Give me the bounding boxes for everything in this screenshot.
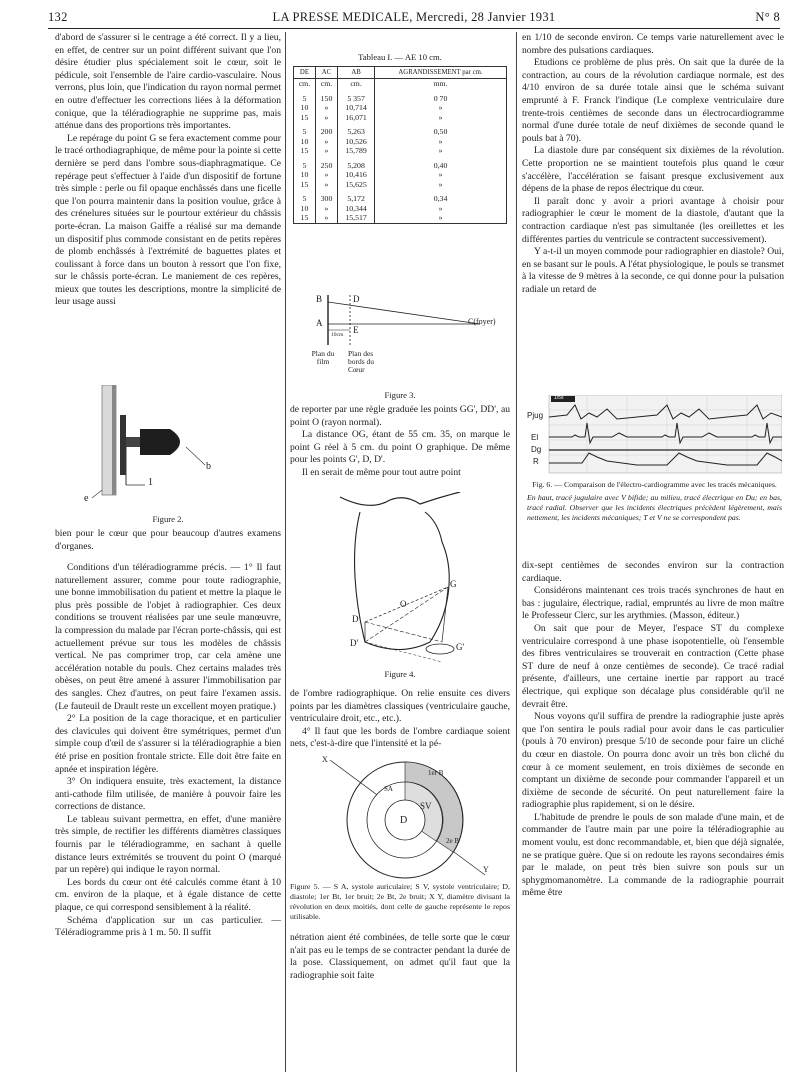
paragraph: Il en serait de même pour tout autre point (302, 466, 461, 478)
column-2-middle (290, 404, 510, 480)
paragraph: 4° Il faut que les bords de l'ombre cardiaque soient nets, c'est-à-dire que l'intensité et la pé- (290, 725, 510, 750)
table-row (294, 103, 507, 113)
figure-2-drawing (90, 385, 250, 510)
paragraph: Conditions d'un téléradiogramme précis. — 1° Il faut naturellement assurer, comme pour toute radiographie, une bonne immobilisation du patient et mettre la plaque le plus près possible de l'objet à radiographier. Ces deux conditions se trouvent réalisées par une seule manœuvre, la compression du malade par l'écran porte-châssis, qui est actuellement prévue sur tous les modèles de châssis vertical. Ne pas comprimer trop, car cela amène une accélération notable du pouls. Chez certains malades très obèses, on peut être amené à assurer l'immobilisation par des sangles. Chez d'autres, on peut faire l'examen assis. (Le fauteuil de Drault reste un excellent moyen pratique.) (55, 562, 281, 712)
figure-5-label-sa: SA (384, 785, 393, 793)
table-cell: 300 (315, 194, 337, 204)
table-row (294, 146, 507, 156)
figure-5 (300, 755, 500, 880)
table-cell: 15 (294, 180, 316, 190)
figure-5-label-x: X (322, 755, 328, 764)
figure-3-label-10cm: 10cm (331, 332, 344, 338)
table-cell: 15,517 (338, 213, 375, 223)
figure-2-label-1: 1 (148, 477, 153, 488)
table-cell: » (375, 113, 507, 123)
paragraph: Les bords du cœur ont été calculés comme étant à 10 cm. environ de la plaque, et à égale distance de cette plaque, ce qui correspond sensiblement à la réalité. (55, 876, 281, 914)
paragraph: bien pour le cœur que pour beaucoup d'autres examens d'organes. (55, 528, 281, 552)
table-header: DE (294, 67, 316, 79)
table-row (294, 94, 507, 104)
table-cell: » (375, 146, 507, 156)
table-cell: 15 (294, 213, 316, 223)
paragraph: L'habitude de prendre le pouls de son malade d'une main, et de commander de l'autre main par une poire la téléradiographie au moment voulu, est donc recommandable, et, bien que déjà signalée, ne se pratique guère. Que si on redoute les rayons secondaires émis par le malade, on peut très bien suivre son pouls sur un sphygmomanomètre. La commande de la radiographie pourrait même être (522, 811, 784, 899)
figure-3-label-d: D (353, 294, 360, 304)
column-1-continued (55, 528, 281, 553)
table-1-grid (293, 66, 507, 224)
figure-4-label-d-prime: D' (350, 638, 359, 648)
table-cell: » (375, 180, 507, 190)
table-cell: » (315, 213, 337, 223)
issue-number: N° 8 (755, 10, 780, 24)
column-2-bottom (290, 932, 510, 982)
table-cell: 0,34 (375, 194, 507, 204)
figure-6-caption-block (527, 480, 782, 523)
table-row (294, 127, 507, 137)
table-header: AGRANDISSEMENT par cm. (375, 67, 507, 79)
paragraph: d'abord de s'assurer si le centrage a été correct. Il y a lieu, en effet, de centrer sur un point différent suivant que l'on désire étudier plus spécialement soit le cœur, soit le pédicule, soit l'ensemble de l'aire cardio-vasculaire. Nous verrons, plus loin, que l'indication du rayon normal permet en outre d'effectuer les corrections liées à la déformation conique, que la téléradiographie ne supprime pas, mais atténue dans des proportions très importantes. (55, 32, 281, 132)
table-header: AB (338, 67, 375, 79)
figure-4-label-d: D (352, 614, 359, 624)
table-row (294, 194, 507, 204)
figure-5-label-b1: 1er B (428, 769, 444, 777)
page-number: 132 (48, 10, 68, 24)
table-cell: 15 (294, 146, 316, 156)
table-row (294, 161, 507, 171)
paragraph: 2° La position de la cage thoracique, et en particulier des clavicules qui doivent être symétriques, permet d'un simple coup d'œil de s'assurer si la téléradiographie a bien été prise en position frontale stricte. Elle doit être faite en apnée et inspiration légère. (55, 713, 281, 775)
column-1 (55, 32, 281, 309)
table-cell: 5,172 (338, 194, 375, 204)
table-row (294, 113, 507, 123)
table-cell: » (315, 103, 337, 113)
table-cell: 0 70 (375, 94, 507, 104)
figure-4-drawing (330, 492, 480, 662)
table-cell: » (315, 170, 337, 180)
table-1 (293, 52, 507, 224)
figure-5-caption: Figure 5. — S A, systole auriculaire; S V, systole ventriculaire; D, diastole; 1er Bt, 1er bruit; 2e Bt, 2e bruit; X Y, diamètre divisant la révolution en deux moitiés, dont celle de gauche représente le repos utilisable. (290, 882, 510, 921)
figure-5-label-y: Y (483, 865, 489, 874)
table-header: AC (315, 67, 337, 79)
figure-3-label-a: A (316, 318, 323, 328)
paragraph: en 1/10 de seconde environ. Ce temps varie naturellement avec le nombre des pulsations cardiaques. (522, 32, 784, 56)
table-cell: » (375, 204, 507, 214)
paragraph: Schéma d'application sur un cas particulier. — Téléradiogramme pris à 1 m. 50. Il suffit (55, 914, 281, 939)
table-cell: 15,625 (338, 180, 375, 190)
figure-6-label-el: El (531, 433, 539, 442)
paragraph: On sait que pour de Meyer, l'espace ST du complexe ventriculaire correspond à une phase isopotentielle, où l'ensemble des fibres ventriculaires se trouverait en contraction (Cette phase ST dure de neuf à onze centièmes de seconde). Ce tracé radial présente, d'ailleurs, une certaine inertie par rapport au tracé électrique, qui explique son décalage plus considérable qu'il ne devrait être. (522, 622, 784, 710)
table-cell: 15,789 (338, 146, 375, 156)
paragraph: 3° On indiquera ensuite, très exactement, la distance anti-cathode film utilisée, de manière à pouvoir faire les corrections de distance. (55, 776, 281, 813)
figure-6-drawing (527, 395, 782, 475)
table-cell: » (375, 137, 507, 147)
table-cell: cm. (315, 79, 337, 89)
table-cell: » (375, 170, 507, 180)
table-cell: cm. (338, 79, 375, 89)
figure-2-label-e: e (84, 493, 89, 504)
page-header (48, 6, 780, 29)
figure-2 (84, 385, 250, 510)
figure-3-label-film: Plan du film (311, 349, 335, 366)
table-cell: mm. (375, 79, 507, 89)
table-cell: 5 (294, 161, 316, 171)
figure-4-label-o: O (400, 599, 407, 609)
figure-2-label-b: b (206, 461, 211, 472)
table-cell: 10,416 (338, 170, 375, 180)
table-cell: 5,208 (338, 161, 375, 171)
table-cell: 5 357 (338, 94, 375, 104)
paragraph: Etudions ce problème de plus près. On sait que la durée de la contraction, au cours de la révolution cardiaque normale, est des 4/10 environ de sa durée totale ainsi que le schéma suivant emprunté à F. Franck l'indique (Le complexe ventriculaire dure trente-trois centièmes de seconde dans un électrocardiogramme normal d'une durée totale de neuf dixièmes de seconde quand le pouls bat à 70). (522, 57, 784, 144)
table-row (294, 204, 507, 214)
paragraph: Y a-t-il un moyen commode pour radiographier en diastole? Oui, en se basant sur le pouls. A l'état physiologique, le pouls se transmet à la vitesse de 9 mètres à la seconde, ce qui donne pour la pulsation radiale un retard de (522, 246, 784, 295)
table-cell: 5 (294, 127, 316, 137)
table-cell: 5,263 (338, 127, 375, 137)
figure-3-caption: Figure 3. (384, 390, 416, 400)
figure-6-caption: Fig. 6. — Comparaison de l'électro-cardiogramme avec les tracés mécaniques. (532, 480, 777, 489)
figure-4 (330, 492, 480, 662)
table-cell: 5 (294, 94, 316, 104)
table-cell: 15 (294, 113, 316, 123)
column-3 (522, 32, 784, 296)
column-rule-1 (285, 32, 286, 1072)
figure-6-label-r: R (533, 457, 539, 466)
figure-4-caption: Figure 4. (384, 669, 416, 679)
table-cell: » (315, 113, 337, 123)
figure-5-label-b2: 2e B (446, 837, 460, 845)
figure-6-note: En haut, tracé jugulaire avec V bifide; au milieu, tracé électrique en Du; en bas, tracé radial. Observer que les incidents électriques précèdent légèrement, mais nettement, les incidents mécaniques; T et V ne se correspondent pas. (527, 493, 782, 522)
table-cell: 10,526 (338, 137, 375, 147)
column-1-bottom (55, 562, 281, 940)
figure-5-label-d: D (400, 815, 408, 826)
figure-5-label-sv: SV (420, 801, 432, 811)
table-cell: 0,50 (375, 127, 507, 137)
paragraph: Le tableau suivant permettra, en effet, d'une manière très simple, de rectifier les différents diamètres classiques fournis par le téléradiogramme, en sachant à quelle distance leurs extrémités se trouvent du point O (marqué par un repère) qui indique le rayon normal. (55, 813, 281, 876)
paragraph: de l'ombre radiographique. On relie ensuite ces divers points par les diamètres classiques (ventriculaire gauche, ventriculaire droit, etc., etc.). (290, 688, 510, 725)
table-cell: » (375, 213, 507, 223)
paragraph: de reporter par une règle graduée les points GG', DD', au point O (rayon normal). (290, 404, 510, 428)
table-cell: 10,344 (338, 204, 375, 214)
paragraph: Considérons maintenant ces trois tracés synchrones de haut en bas : jugulaire, électrique, radial, empruntés au livre de mon maître le Professeur Clerc, sur les arythmies. (Masson, éditeur.) (522, 585, 784, 622)
table-cell: 0,40 (375, 161, 507, 171)
table-cell: cm. (294, 79, 316, 89)
table-cell: » (315, 180, 337, 190)
figure-3-label-c: C(foyer) (468, 317, 496, 326)
figure-4-label-g-prime: G' (456, 642, 465, 652)
figure-3 (300, 290, 510, 405)
figure-3-label-bords: Plan des bords du Cœur (348, 349, 375, 374)
table-row (294, 213, 507, 223)
figure-6 (527, 395, 782, 475)
table-cell: 10 (294, 204, 316, 214)
table-cell: » (315, 204, 337, 214)
column-2-after-figure-4 (290, 688, 510, 751)
table-cell: 250 (315, 161, 337, 171)
column-3-bottom (522, 560, 784, 900)
paragraph: nétration aient été combinées, de telle sorte que le cœur n'ait pas eu le temps de se contracter pendant la durée de la pose. Classiquement, on admet qu'il faut que la radiographie soit faite (290, 932, 510, 981)
table-cell: » (315, 137, 337, 147)
paragraph: La diastole dure par conséquent six dixièmes de la révolution. Cette proportion ne se maintient toutefois plus quand le cœur s'accélère, l'accélération se faisant presque exclusivement aux dépens de la phase de repos électrique du cœur. (522, 145, 784, 195)
paragraph: Le repérage du point G se fera exactement comme pour le tracé orthodiagraphique, de même pour la pointe si cette dernière se perd dans l'ombre sous-diaphragmatique. Ce repérage peut s'effectuer à l'aide d'un dispositif de fortune très simple : perle ou fil opaque enchâssés dans une ficelle que l'on pourra maintenir dans la position voulue, grâce à des crénelures situées sur le pourtour extérieur du châssis porte-écran. La maison Gaiffe a réalisé sur ma demande un dispositif plus commode consistant en de petits repères de plomb enchâssés à l'extrémité de baguettes plates et coulissant à force dans un bouton à ressort que l'on fixe, sur le châssis porte-écran. Le maniement de ces repères, mieux que toutes les descriptions, montre la simplicité de leur usage aussi (55, 132, 281, 308)
table-cell: 200 (315, 127, 337, 137)
table-row (294, 79, 507, 89)
table-cell: 10 (294, 170, 316, 180)
table-row (294, 180, 507, 190)
table-1-title: Tableau I. — AE 10 cm. (358, 52, 442, 62)
figure-6-label-pjug: Pjug (527, 411, 544, 420)
paragraph: La distance OG, étant de 55 cm. 35, on marque le point G réel à 5 cm. du point O graphique. De même pour les points G', D, D'. (290, 429, 510, 466)
figure-3-label-e: E (353, 325, 359, 335)
paragraph: Nous voyons qu'il suffira de prendre la radiographie juste après que l'on sentira le pouls radial pour avoir dans le cas particulier (pouls à 70 environ) presque 5/10 de seconde pour faire un cliché du cœur en diastole. On pourra donc avoir un très bon cliché du cœur à ce moment seulement, en trois dixièmes de seconde en comptant un dixième de seconde pour commander l'appareil et un dixième de seconde de sécurité. On peut naturellement faire la radiographie plus rapidement, si on le désire. (522, 711, 784, 811)
figure-6-label-dg: Dg (531, 445, 542, 454)
table-cell: 10 (294, 137, 316, 147)
table-cell: » (375, 103, 507, 113)
table-cell: 150 (315, 94, 337, 104)
journal-title: LA PRESSE MEDICALE, Mercredi, 28 Janvier 1931 (272, 10, 556, 24)
column-rule-2 (516, 32, 517, 1072)
paragraph: Il paraît donc y avoir a priori avantage à choisir pour radiographier le cœur le moment de la diastole, d'autant que la contraction cardiaque n'est pas simultanée (les oreillettes et les différentes parties du ventricule se contractent successivement). (522, 195, 784, 245)
table-cell: » (315, 146, 337, 156)
figure-3-label-b: B (316, 294, 323, 304)
table-cell: 16,071 (338, 113, 375, 123)
table-cell: 10 (294, 103, 316, 113)
table-row (294, 170, 507, 180)
paragraph: dix-sept centièmes de secondes environ sur la contraction cardiaque. (522, 560, 784, 584)
figure-2-caption: Figure 2. (152, 514, 184, 524)
table-cell: 10,714 (338, 103, 375, 113)
table-row (294, 137, 507, 147)
figure-6-label-scale: 1/5s (554, 395, 564, 401)
table-cell: 5 (294, 194, 316, 204)
figure-4-label-g: G (450, 579, 457, 589)
